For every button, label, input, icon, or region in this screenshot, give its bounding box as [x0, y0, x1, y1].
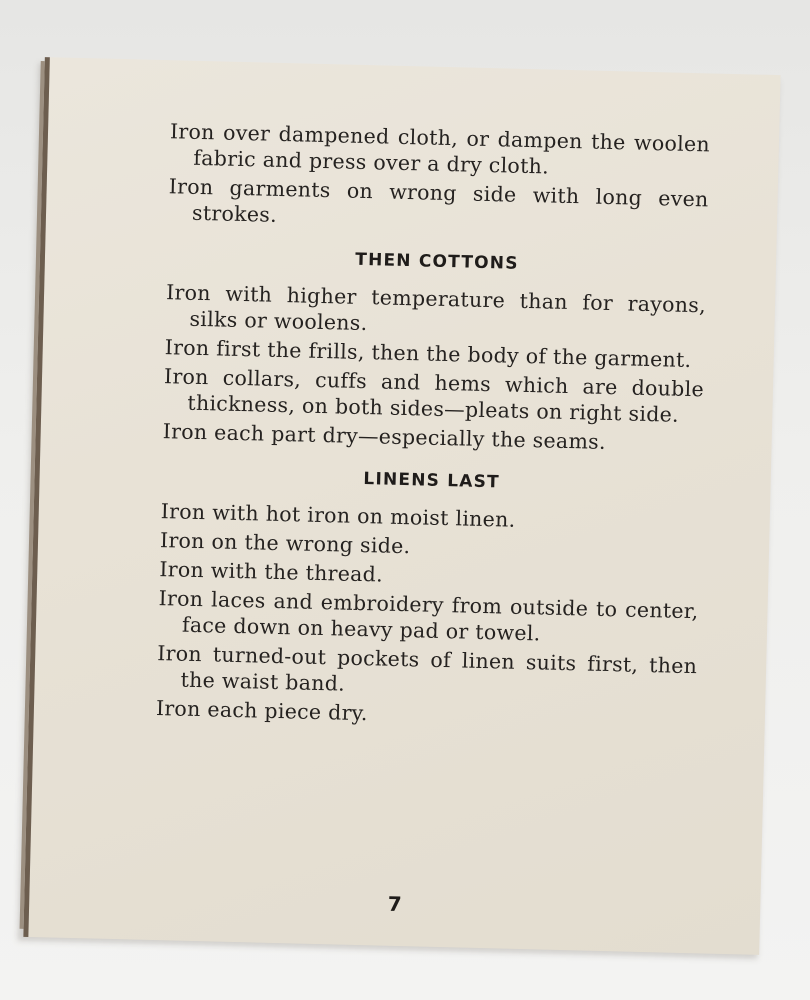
paragraph: Iron each piece dry. [155, 696, 368, 726]
paragraph: Iron laces and embroidery from outside to center, face down on heavy pad or towel. [158, 586, 699, 646]
paragraph: Iron first the frills, then the body of the garment. [164, 335, 692, 373]
section-heading-linens: LINENS LAST [363, 469, 501, 493]
paragraph: Iron on the wrong side. [159, 528, 411, 559]
paragraph: Iron over dampened cloth, or dampen the woolen fabric and press over a dry cloth. [169, 119, 711, 179]
paragraph: Iron garments on wrong side with long even strokes. [168, 174, 709, 227]
paragraph: Iron collars, cuffs and hems which are double thickness, on both sides—pleats on right side. [163, 364, 705, 427]
paragraph: Iron with the thread. [159, 557, 384, 587]
section-heading-cottons: THEN COTTONS [355, 249, 519, 274]
paragraph: Iron with hot iron on moist linen. [160, 499, 516, 532]
page-edge [20, 61, 45, 929]
paragraph: Iron each part dry—especially the seams. [162, 419, 607, 454]
page-content [156, 118, 711, 737]
page-number: 7 [387, 891, 403, 917]
paragraph: Iron turned-out pockets of linen suits first, then the waist band. [157, 641, 698, 696]
paragraph: Iron with higher temperature than for rayons, silks or woolens. [165, 280, 707, 336]
booklet-page [23, 57, 780, 955]
